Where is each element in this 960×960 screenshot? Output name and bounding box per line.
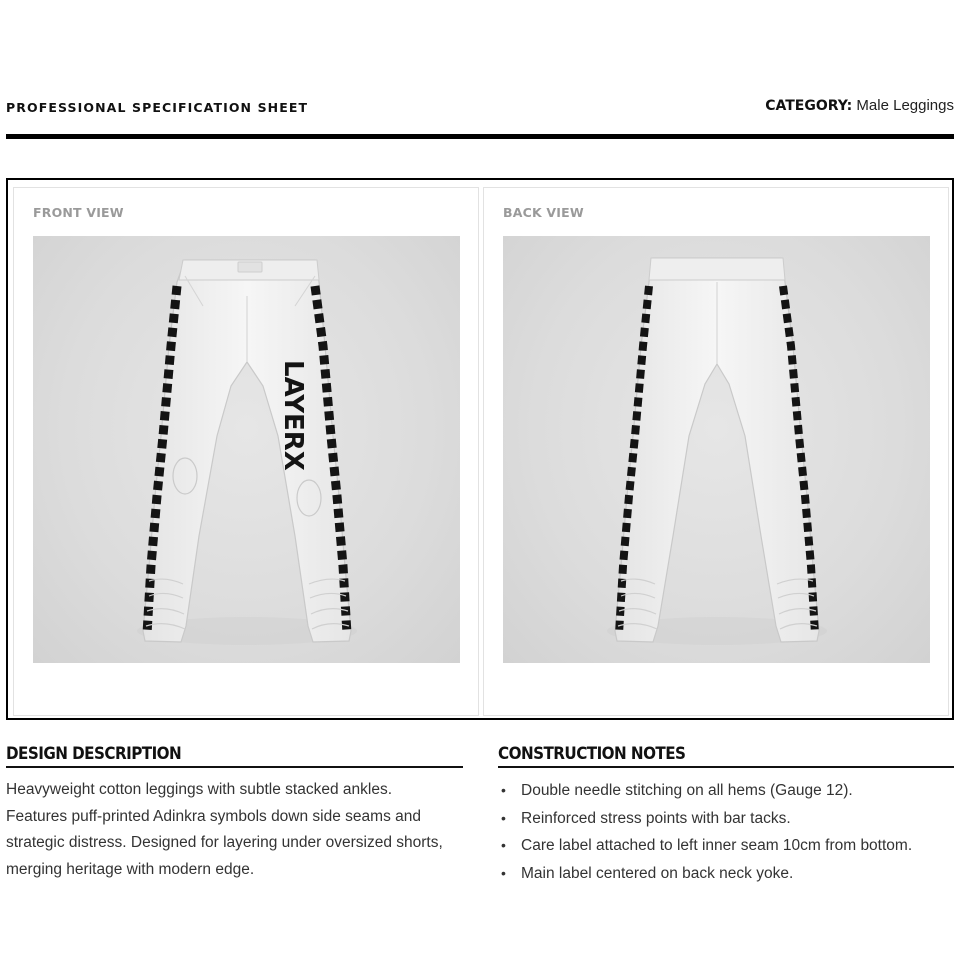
list-item <box>498 860 954 888</box>
design-description-text <box>6 777 468 883</box>
header-rule <box>6 134 954 139</box>
back-leggings-illustration <box>503 236 930 663</box>
construction-notes-heading: CONSTRUCTION NOTES <box>498 744 686 763</box>
design-line: merging heritage with modern edge. <box>6 860 255 878</box>
note-text: Reinforced stress points with bar tacks. <box>521 809 791 827</box>
construction-notes-list <box>498 777 954 887</box>
construction-notes-rule <box>498 766 954 768</box>
bullet-icon: • <box>501 782 506 798</box>
list-item <box>498 832 954 860</box>
waist-label <box>238 262 262 272</box>
back-view-label: BACK VIEW <box>503 205 584 220</box>
back-view-card <box>483 187 949 716</box>
design-line: strategic distress. Designed for layering under oversized shorts, <box>6 834 443 851</box>
front-view-label: FRONT VIEW <box>33 205 124 220</box>
bullet-icon: • <box>501 837 506 853</box>
layerx-print: LAYERX <box>278 360 308 471</box>
design-line: Features puff-printed Adinkra symbols down side seams and <box>6 807 421 825</box>
note-text: Double needle stitching on all hems (Gauge 12). <box>521 782 853 799</box>
sheet-header <box>6 96 954 120</box>
back-view-image <box>503 236 930 663</box>
list-item <box>498 777 954 805</box>
category-value: Male Leggings <box>856 97 954 114</box>
views-panel <box>6 178 954 720</box>
note-text: Main label centered on back neck yoke. <box>521 864 794 882</box>
category <box>765 97 954 114</box>
front-leggings-illustration <box>33 236 460 663</box>
front-view-image <box>33 236 460 663</box>
design-description-heading: DESIGN DESCRIPTION <box>6 744 182 763</box>
note-text: Care label attached to left inner seam 10cm from bottom. <box>521 837 913 854</box>
design-description-rule <box>6 766 463 768</box>
list-item <box>498 805 954 833</box>
category-label: CATEGORY: <box>765 98 853 114</box>
bullet-icon: • <box>501 864 506 881</box>
waistband <box>649 258 785 280</box>
sheet-title: PROFESSIONAL SPECIFICATION SHEET <box>6 100 309 115</box>
bullet-icon: • <box>501 809 506 826</box>
design-line: Heavyweight cotton leggings with subtle stacked ankles. <box>6 781 392 798</box>
front-view-card <box>13 187 479 716</box>
